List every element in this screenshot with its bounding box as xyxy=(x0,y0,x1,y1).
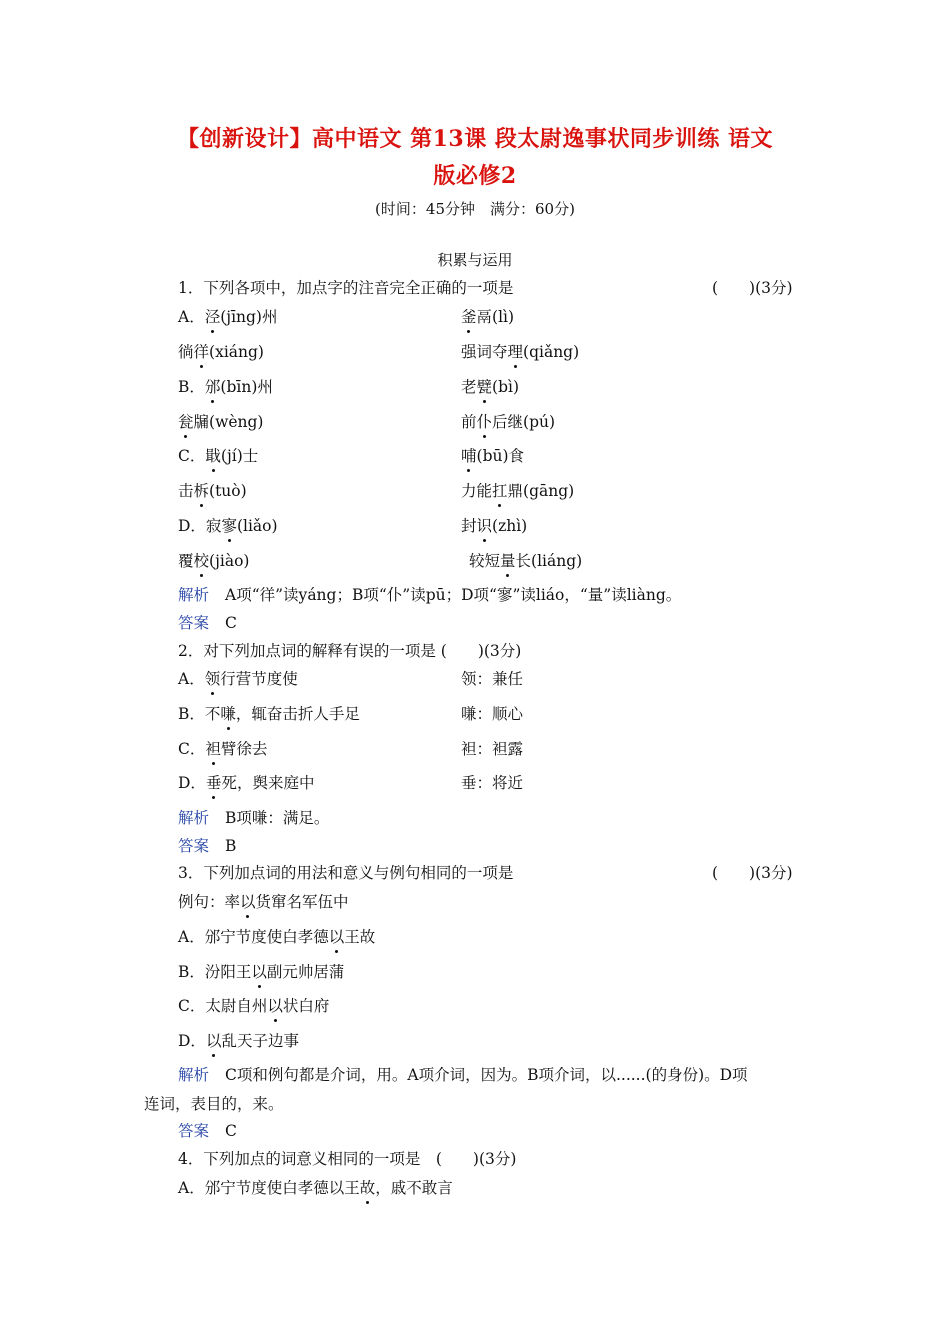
q3-option-b: B．汾阳王以副元帅居蒲 xyxy=(178,963,345,981)
q3-example: 例句：率以货窜名军伍中 xyxy=(178,893,349,911)
q1-option-a-item-2: 釜鬲(lì) xyxy=(461,308,515,326)
analysis-label: 解析 xyxy=(178,1066,210,1084)
q3-score: ( )(3分) xyxy=(712,864,793,882)
q1-option-a-item-3: 徜徉(xiáng) xyxy=(178,343,264,361)
q4-stem: 4．下列加点的词意义相同的一项是 ( )(3分) xyxy=(178,1150,517,1168)
document-title-line-1: 【创新设计】高中语文 第13课 段太尉逸事状同步训练 语文 xyxy=(176,126,774,152)
q3-option-a: A．邠宁节度使白孝德以王故 xyxy=(178,928,376,946)
q1-option-b-item-4: 前仆后继(pú) xyxy=(461,413,556,431)
q2-analysis: 解析 B项嗛：满足。 xyxy=(178,809,330,827)
q2-option-a: A．领行营节度使 xyxy=(178,670,298,688)
answer-label: 答案 xyxy=(178,614,210,632)
q1-option-d-item-4: 较短量长(liáng) xyxy=(469,552,583,570)
q1-stem: 1．下列各项中，加点字的注音完全正确的一项是 xyxy=(178,279,514,297)
q2-option-b-explanation: 嗛：顺心 xyxy=(461,705,524,723)
q3-answer: 答案 C xyxy=(178,1122,237,1140)
section-heading: 积累与运用 xyxy=(437,251,513,269)
time-and-score-info: (时间：45分钟 满分：60分) xyxy=(375,200,575,218)
q1-answer: 答案 C xyxy=(178,614,237,632)
q1-option-d-item-3: 覆校(jiào) xyxy=(178,552,250,570)
analysis-label: 解析 xyxy=(178,586,210,604)
q2-option-c-explanation: 袒：袒露 xyxy=(461,740,524,758)
answer-label: 答案 xyxy=(178,1122,210,1140)
q1-option-b-item-3: 瓮牖(wèng) xyxy=(178,413,264,431)
q2-option-b: B．不嗛，辄奋击折人手足 xyxy=(178,705,360,723)
q1-option-a-item-1: A．泾(jīng)州 xyxy=(178,308,278,326)
q2-option-d-explanation: 垂：将近 xyxy=(461,774,524,792)
q3-analysis-continued: 连词，表目的，来。 xyxy=(144,1095,284,1113)
q1-option-b-item-2: 老甓(bì) xyxy=(461,378,520,396)
q2-option-d: D．垂死，舆来庭中 xyxy=(178,774,315,792)
q1-option-c-item-2: 哺(bū)食 xyxy=(461,447,525,465)
q4-option-a: A．邠宁节度使白孝德以王故，戚不敢言 xyxy=(178,1179,453,1197)
q1-analysis: 解析 A项“徉”读yáng；B项“仆”读pū；D项“寥”读liáo，“量”读liàng。 xyxy=(178,586,682,604)
q2-option-a-explanation: 领：兼任 xyxy=(461,670,524,688)
q3-stem: 3．下列加点词的用法和意义与例句相同的一项是 xyxy=(178,864,514,882)
q3-analysis: 解析 C项和例句都是介词，用。A项介词，因为。B项介词，以......(的身份)。D项 xyxy=(178,1066,748,1084)
q2-answer: 答案 B xyxy=(178,837,237,855)
q1-option-c-item-4: 力能扛鼎(gāng) xyxy=(461,482,575,500)
q1-option-d-item-1: D．寂寥(liǎo) xyxy=(178,517,278,535)
q1-option-a-item-4: 强词夺理(qiǎng) xyxy=(461,343,580,361)
q1-option-b-item-1: B．邠(bīn)州 xyxy=(178,378,273,396)
q1-option-c-item-3: 击柝(tuò) xyxy=(178,482,247,500)
q2-stem: 2．对下列加点词的解释有误的一项是 ( )(3分) xyxy=(178,642,522,660)
document-title-line-2: 版必修2 xyxy=(433,163,517,189)
answer-label: 答案 xyxy=(178,837,210,855)
q3-option-d: D．以乱天子边事 xyxy=(178,1032,299,1050)
analysis-label: 解析 xyxy=(178,809,210,827)
q2-option-c: C．袒臂徐去 xyxy=(178,740,268,758)
q1-option-c-item-1: C．戢(jí)士 xyxy=(178,447,259,465)
q1-score: ( )(3分) xyxy=(712,279,793,297)
q3-option-c: C．太尉自州以状白府 xyxy=(178,997,330,1015)
q1-option-d-item-2: 封识(zhì) xyxy=(461,517,528,535)
